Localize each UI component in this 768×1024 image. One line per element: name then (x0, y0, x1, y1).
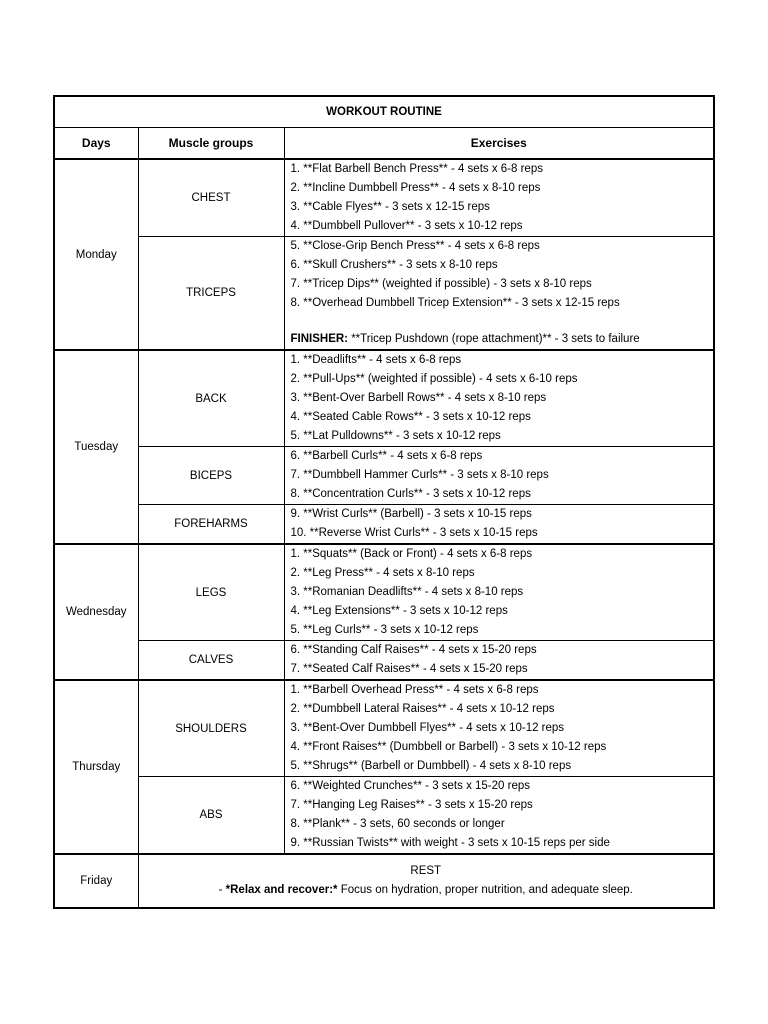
exercise-item: 8. **Plank** - 3 sets, 60 seconds or longer (290, 818, 505, 830)
workout-routine-table (53, 95, 715, 909)
exercise-item: 5. **Close-Grip Bench Press** - 4 sets x 6-8 reps (290, 240, 540, 252)
day-monday: Monday (54, 159, 138, 350)
exercise-item: 6. **Standing Calf Raises** - 4 sets x 15-20 reps (290, 644, 537, 656)
exercises-legs (284, 544, 714, 641)
rest-text: Focus on hydration, proper nutrition, and adequate sleep. (337, 884, 633, 896)
exercise-item: 6. **Weighted Crunches** - 3 sets x 15-20 reps (290, 780, 530, 792)
header-exercises: Exercises (284, 128, 714, 160)
exercise-item: 1. **Flat Barbell Bench Press** - 4 sets x 6-8 reps (290, 163, 543, 175)
rest-bold: *Relax and recover:* (225, 884, 338, 896)
exercise-item: 7. **Tricep Dips** (weighted if possible) - 3 sets x 8-10 reps (290, 278, 592, 290)
group-abs: ABS (138, 777, 284, 855)
exercise-item: 6. **Skull Crushers** - 3 sets x 8-10 reps (290, 259, 498, 271)
rest-title: REST (410, 865, 442, 877)
day-wednesday: Wednesday (54, 544, 138, 680)
exercises-abs (284, 777, 714, 855)
exercise-item: 2. **Incline Dumbbell Press** - 4 sets x 8-10 reps (290, 182, 541, 194)
group-back: BACK (138, 350, 284, 447)
group-shoulders: SHOULDERS (138, 680, 284, 777)
finisher-label: FINISHER: (290, 333, 348, 345)
header-days: Days (54, 128, 138, 160)
exercise-item: 1. **Squats** (Back or Front) - 4 sets x 6-8 reps (290, 548, 533, 560)
exercise-item: 2. **Dumbbell Lateral Raises** - 4 sets x 10-12 reps (290, 703, 555, 715)
exercise-item: 8. **Concentration Curls** - 3 sets x 10-12 reps (290, 488, 531, 500)
exercise-item: 2. **Pull-Ups** (weighted if possible) - 4 sets x 6-10 reps (290, 373, 578, 385)
day-thursday: Thursday (54, 680, 138, 854)
exercise-item: 10. **Reverse Wrist Curls** - 3 sets x 10-15 reps (290, 527, 538, 539)
exercise-item: 4. **Leg Extensions** - 3 sets x 10-12 reps (290, 605, 508, 617)
exercise-item: 1. **Deadlifts** - 4 sets x 6-8 reps (290, 354, 462, 366)
exercise-item: 4. **Dumbbell Pullover** - 3 sets x 10-12 reps (290, 220, 523, 232)
group-legs: LEGS (138, 544, 284, 641)
exercise-item: 3. **Cable Flyes** - 3 sets x 12-15 reps (290, 201, 490, 213)
exercises-forearms (284, 505, 714, 545)
exercise-item: 1. **Barbell Overhead Press** - 4 sets x 6-8 reps (290, 684, 539, 696)
exercise-item: 7. **Hanging Leg Raises** - 3 sets x 15-20 reps (290, 799, 533, 811)
exercise-item: 3. **Romanian Deadlifts** - 4 sets x 8-10 reps (290, 586, 524, 598)
exercises-shoulders (284, 680, 714, 777)
finisher-line (291, 330, 714, 349)
exercise-item: 7. **Dumbbell Hammer Curls** - 3 sets x 8-10 reps (290, 469, 549, 481)
exercise-item: 3. **Bent-Over Dumbbell Flyes** - 4 sets x 10-12 reps (290, 722, 565, 734)
exercise-item: 4. **Seated Cable Rows** - 3 sets x 10-12 reps (290, 411, 531, 423)
exercise-item: 5. **Lat Pulldowns** - 3 sets x 10-12 reps (290, 430, 501, 442)
rest-prefix: - (218, 884, 226, 896)
exercises-triceps (284, 237, 714, 351)
exercise-item: 4. **Front Raises** (Dumbbell or Barbell) - 3 sets x 10-12 reps (290, 741, 607, 753)
group-triceps: TRICEPS (138, 237, 284, 351)
exercises-chest (284, 159, 714, 237)
group-chest: CHEST (138, 159, 284, 237)
exercise-item: 6. **Barbell Curls** - 4 sets x 6-8 reps (290, 450, 483, 462)
exercises-back (284, 350, 714, 447)
header-muscle-groups: Muscle groups (138, 128, 284, 160)
exercise-item: 2. **Leg Press** - 4 sets x 8-10 reps (290, 567, 475, 579)
exercise-item: 5. **Leg Curls** - 3 sets x 10-12 reps (290, 624, 479, 636)
finisher-text: **Tricep Pushdown (rope attachment)** - 3 sets to failure (348, 333, 640, 345)
rest-cell (138, 854, 714, 908)
exercise-item: 5. **Shrugs** (Barbell or Dumbbell) - 4 sets x 8-10 reps (290, 760, 572, 772)
exercise-item: 9. **Wrist Curls** (Barbell) - 3 sets x 10-15 reps (290, 508, 532, 520)
group-biceps: BICEPS (138, 447, 284, 505)
table-title: WORKOUT ROUTINE (54, 96, 714, 128)
rest-note (139, 881, 714, 900)
day-friday: Friday (54, 854, 138, 908)
exercises-calves (284, 641, 714, 681)
group-forearms: FOREHARMS (138, 505, 284, 545)
exercise-item: 9. **Russian Twists** with weight - 3 sets x 10-15 reps per side (290, 837, 610, 849)
exercise-item: 3. **Bent-Over Barbell Rows** - 4 sets x 8-10 reps (290, 392, 547, 404)
exercise-item: 7. **Seated Calf Raises** - 4 sets x 15-20 reps (290, 663, 528, 675)
exercise-item: 8. **Overhead Dumbbell Tricep Extension** - 3 sets x 12-15 reps (290, 297, 620, 309)
exercises-biceps (284, 447, 714, 505)
group-calves: CALVES (138, 641, 284, 681)
day-tuesday: Tuesday (54, 350, 138, 544)
